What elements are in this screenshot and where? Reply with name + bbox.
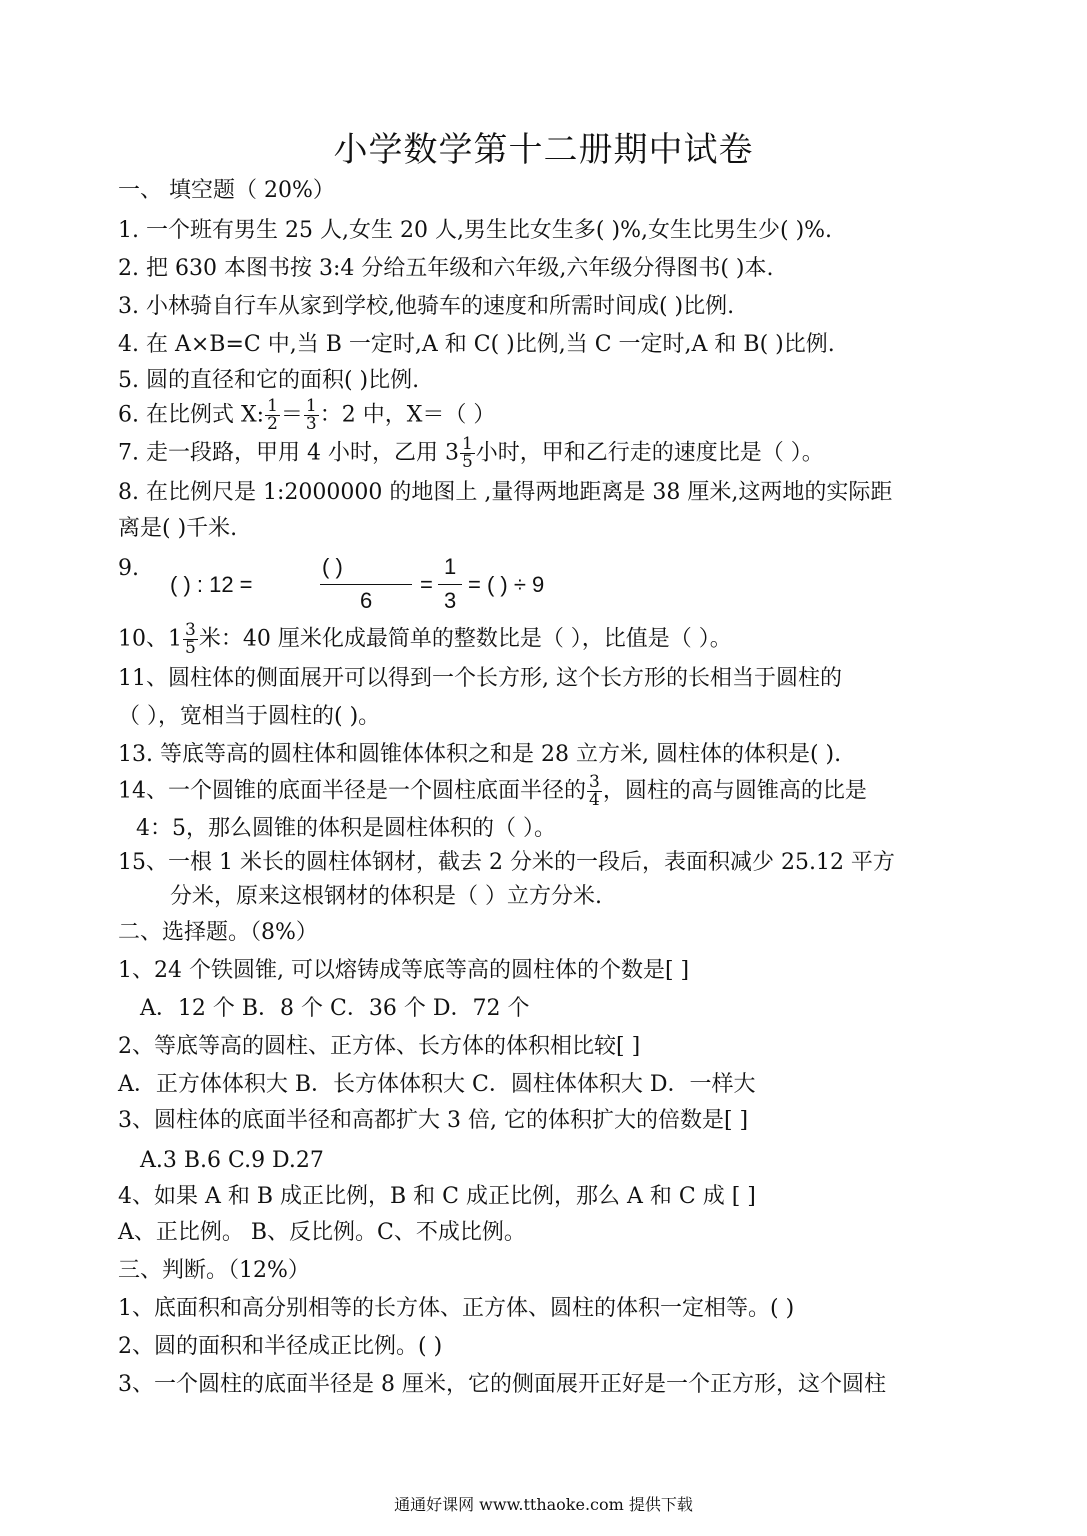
- section-fill-heading: 一、 填空题（ 20%）: [118, 178, 335, 203]
- fill-question-14-line-2: 4：5，那么圆锥的体积是圆柱体积的（ ）。: [136, 816, 556, 841]
- q9-equals: =: [420, 572, 433, 597]
- page-title: 小学数学第十二册期中试卷: [333, 130, 754, 170]
- fraction-denominator: 2: [267, 414, 278, 434]
- q10-fraction: [183, 622, 198, 657]
- fraction-denominator: 3: [305, 414, 317, 434]
- choice-question-2: 2、等底等高的圆柱、正方体、长方体的体积相比较[ ]: [118, 1034, 641, 1059]
- fraction-numerator: 1: [461, 434, 473, 454]
- fill-question-6: [118, 398, 495, 433]
- choice-question-3-options: A.3 B.6 C.9 D.27: [140, 1148, 324, 1173]
- q9-numerator-blank: ( ): [322, 554, 343, 579]
- q6-text-b: ＝: [280, 402, 303, 428]
- q7-text-b: 小时，甲和乙行走的速度比是（ ）。: [475, 440, 824, 466]
- judge-question-2: 2、圆的面积和半径成正比例。( ): [118, 1334, 443, 1359]
- fill-question-7: [118, 436, 824, 471]
- fraction-denominator: 4: [589, 790, 600, 810]
- q14-text-a: 14、一个圆锥的底面半径是一个圆柱底面半径的: [118, 778, 586, 804]
- fill-question-13: 13. 等底等高的圆柱体和圆锥体体积之和是 28 立方米, 圆柱体的体积是( ).: [118, 742, 842, 767]
- q6-text-c: ：2 中，X＝（ ）: [319, 402, 496, 428]
- q14-fraction: [587, 774, 602, 809]
- fill-question-15-line-1: 15、一根 1 米长的圆柱体钢材，截去 2 分米的一段后，表面积减少 25.12 平方: [118, 850, 895, 875]
- q14-text-b: ，圆柱的高与圆锥高的比是: [602, 778, 867, 804]
- fraction-numerator: 1: [305, 396, 317, 416]
- fill-question-15-line-2: 分米，原来这根钢材的体积是（ ）立方分米.: [170, 884, 602, 909]
- fill-question-11-line-2: （ ），宽相当于圆柱的( )。: [118, 704, 381, 729]
- judge-question-1: 1、底面积和高分别相等的长方体、正方体、圆柱的体积一定相等。( ): [118, 1296, 795, 1321]
- q6-fraction-2: [304, 398, 319, 433]
- fill-question-9-equation: [170, 554, 630, 614]
- q10-text-a: 10、1: [118, 626, 182, 652]
- fill-question-5: 5. 圆的直径和它的面积( )比例.: [118, 368, 420, 393]
- section-judge-heading: 三、判断。（12%）: [118, 1258, 310, 1283]
- q7-fraction: [460, 436, 475, 471]
- choice-question-1-options: A．12 个 B．8 个 C．36 个 D．72 个: [140, 996, 530, 1021]
- fill-question-4: 4. 在 A×B=C 中,当 B 一定时,A 和 C( )比例,当 C 一定时,A 和 B( )比例.: [118, 332, 835, 357]
- fill-question-8-line-1: 8. 在比例尺是 1:2000000 的地图上 ,量得两地距离是 38 厘米,这两地的实际距: [118, 480, 893, 505]
- section-choice-heading: 二、选择题。（8%）: [118, 920, 318, 945]
- q9-denominator-3: 3: [444, 588, 457, 613]
- fill-question-10: [118, 622, 732, 657]
- fill-question-1: 1. 一个班有男生 25 人,女生 20 人,男生比女生多( )%,女生比男生少( )%.: [118, 218, 833, 243]
- choice-question-3: 3、圆柱体的底面半径和高都扩大 3 倍, 它的体积扩大的倍数是[ ]: [118, 1108, 749, 1133]
- fraction-denominator: 5: [461, 452, 473, 472]
- fraction-numerator: 3: [185, 620, 196, 640]
- q10-text-b: 米：40 厘米化成最简单的整数比是（ ），比值是（ ）。: [198, 626, 732, 652]
- fraction-numerator: 3: [589, 772, 600, 792]
- choice-question-4: 4、如果 A 和 B 成正比例，B 和 C 成正比例，那么 A 和 C 成 [ ]: [118, 1184, 756, 1209]
- choice-question-4-options: A、正比例。 B、反比例。C、不成比例。: [118, 1220, 526, 1245]
- q7-text-a: 7. 走一段路，甲用 4 小时，乙用 3: [118, 440, 459, 466]
- fill-question-14-line-1: [118, 774, 867, 809]
- fraction-denominator: 5: [185, 638, 196, 658]
- fraction-numerator: 1: [267, 396, 278, 416]
- q9-numerator-1: 1: [444, 554, 457, 579]
- page-footer: 通通好课网 www.tthaoke.com 提供下载: [394, 1495, 693, 1514]
- fill-question-3: 3. 小林骑自行车从家到学校,他骑车的速度和所需时间成( )比例.: [118, 294, 735, 319]
- q9-fraction-bar-2: [438, 584, 462, 585]
- choice-question-2-options: A．正方体体积大 B．长方体体积大 C．圆柱体体积大 D．一样大: [118, 1072, 756, 1097]
- fill-question-2: 2. 把 630 本图书按 3:4 分给五年级和六年级,六年级分得图书( )本.: [118, 256, 774, 281]
- q9-term-last: = ( ) ÷ 9: [468, 572, 545, 597]
- judge-question-3: 3、一个圆柱的底面半径是 8 厘米，它的侧面展开正好是一个正方形，这个圆柱: [118, 1372, 886, 1397]
- q9-fraction-bar-1: [320, 584, 412, 585]
- q6-fraction-1: [265, 398, 280, 433]
- choice-question-1: 1、24 个铁圆锥, 可以熔铸成等底等高的圆柱体的个数是[ ]: [118, 958, 690, 983]
- q9-term-1: ( ) : 12 =: [170, 572, 253, 597]
- q6-text-a: 6. 在比例式 X:: [118, 402, 265, 428]
- q9-denominator-6: 6: [360, 588, 373, 613]
- fill-question-9-number: 9.: [118, 556, 139, 581]
- fill-question-8-line-2: 离是( )千米.: [118, 516, 238, 541]
- fill-question-11-line-1: 11、圆柱体的侧面展开可以得到一个长方形, 这个长方形的长相当于圆柱的: [118, 666, 842, 691]
